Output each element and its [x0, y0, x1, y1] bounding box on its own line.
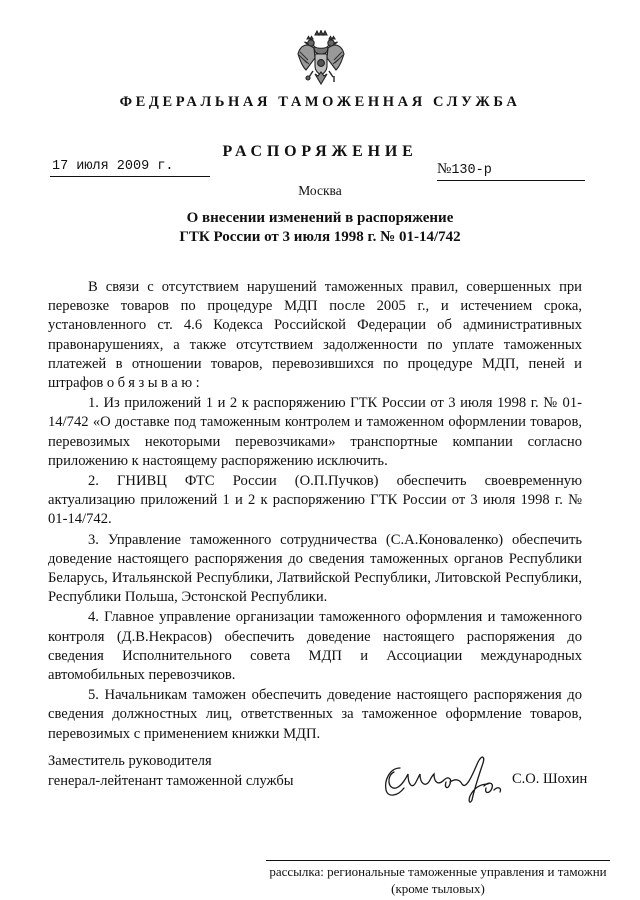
document-type: РАСПОРЯЖЕНИЕ: [222, 143, 418, 160]
document-subject: [0, 209, 640, 247]
agency-name: ФЕДЕРАЛЬНАЯ ТАМОЖЕННАЯ СЛУЖБА: [119, 94, 521, 110]
list-item: 2. ГНИВЦ ФТС России (О.П.Пучков) обеспечить своевременную актуализацию приложений 1 и 2 к распоряжению ГТК России от 3 июля 1998 г. № 01-14/742.: [48, 473, 582, 528]
number-value: 130-р: [451, 163, 492, 178]
signatory-name: С.О. Шохин: [512, 771, 588, 787]
intro-paragraph: [48, 278, 582, 393]
list-item: 3. Управление таможенного сотрудничества (С.А.Коноваленко) обеспечить доведение настоящего распоряжения до сведения таможенных органов Республики Беларусь, Итальянской Республики, Латвийской Республики, Литовской Республики, Республики Польша, Эстонской Республики.: [48, 531, 582, 606]
subject-line-2: ГТК России от 3 июля 1998 г. № 01-14/742: [179, 229, 461, 245]
document-body: [48, 278, 582, 744]
list-item: 1. Из приложений 1 и 2 к распоряжению ГТК России от 3 июля 1998 г. № 01-14/742 «О доставке под таможенным контролем и таможенном оформлении товаров, перевозимых некоторыми перевозчиками» транспортные компании согласно приложению к настоящему распоряжению исключить.: [48, 395, 582, 469]
document-date: 17 июля 2009 г.: [50, 158, 210, 177]
distribution-note: [252, 863, 624, 897]
distribution-divider: [266, 860, 610, 861]
russian-coat-of-arms-icon: [296, 30, 346, 90]
intro-text: В связи с отсутствием нарушений таможенных правил, совершенных при перевозке товаров по процедуре МДП после 2005 г., и истечением срока, установленного ст. 4.6 Кодекса Российской Федерации об административных правонарушениях, а также отсутствием задолженности по уплате таможенных платежей в отношении товаров, перевозившихся по процедуре МДП, пеней и штрафов: [48, 279, 582, 392]
distribution-line-1: рассылка: региональные таможенные управления и таможни: [269, 864, 607, 879]
obligate-word: обязываю:: [106, 375, 204, 392]
distribution-line-2: (кроме тыловых): [391, 881, 485, 896]
signatory-title: [48, 752, 294, 791]
signatory-title-line-2: генерал-лейтенант таможенной службы: [48, 772, 294, 789]
document-city: Москва: [298, 183, 342, 198]
list-item: 4. Главное управление организации таможенного оформления и таможенного контроля (Д.В.Некрасов) обеспечить доведение настоящего распоряжения до сведения Исполнительного совета МДП и Ассоциации международных автомобильных перевозчиков.: [48, 609, 582, 684]
number-prefix: №: [437, 161, 452, 177]
signatory-title-line-1: Заместитель руководителя: [48, 753, 212, 769]
document-number: [437, 160, 585, 181]
list-item: 5. Начальникам таможен обеспечить доведение настоящего распоряжения до сведения должностных лиц, ответственных за таможенное оформление товаров, перевозимых с применением книжки МДП.: [48, 687, 582, 742]
subject-line-1: О внесении изменений в распоряжение: [186, 210, 454, 226]
handwritten-signature-icon: [378, 750, 518, 806]
